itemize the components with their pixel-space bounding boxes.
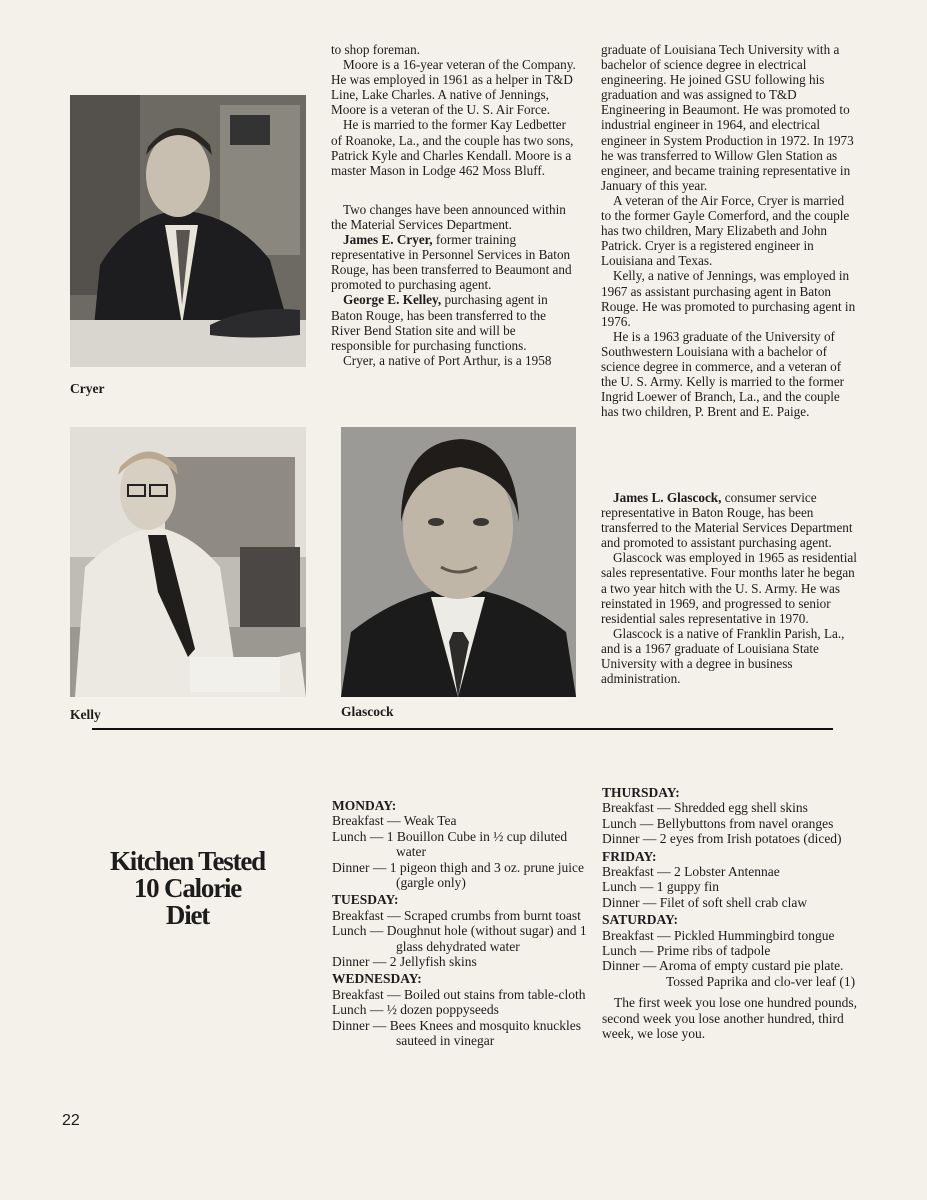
tuesday-heading: TUESDAY:	[332, 892, 399, 908]
col1-para-3: He is married to the former Kay Ledbetter of Roanoke, La., and the couple has two sons, Patrick Kyle and Charles Kendall. Moore is a master Mason in Lodge 462 Moss Bluff.	[331, 117, 574, 178]
monday-breakfast: Breakfast — Weak Tea	[332, 813, 457, 829]
col2-para-2: A veteran of the Air Force, Cryer is married to the former Gayle Comerford, and the couple has two children, Mary Elizabeth and John Patrick. Cryer is a registered engineer in Louisiana and Texas.	[601, 192, 850, 269]
glascock-photo	[341, 427, 576, 697]
diet-title-line-2: 10 Calorie	[133, 873, 242, 903]
diet-menu-column-2	[602, 783, 858, 1055]
kelly-portrait-illustration	[70, 427, 306, 697]
tuesday-lunch: Lunch — Doughnut hole (without sugar) and 1 glass dehydrated water	[332, 923, 587, 954]
wednesday-breakfast: Breakfast — Boiled out stains from table-cloth	[332, 986, 586, 1002]
saturday-lunch: Lunch — Prime ribs of tadpole	[602, 943, 771, 959]
wednesday-lunch: Lunch — ½ dozen poppyseeds	[332, 1002, 499, 1018]
col1-para-5-text: former training representative in Personnel Services in Baton Rouge, has been transferred to Beaumont and promoted to purchasing agent.	[331, 232, 572, 293]
glascock-caption: Glascock	[341, 704, 394, 719]
col2-para-6: Glascock was employed in 1965 as residential sales representative. Four months later he began a two year hitch with the U. S. Army. He was reinstated in 1969, and progressed to senior residential sales representative in 1970.	[601, 550, 857, 626]
tuesday-breakfast: Breakfast — Scraped crumbs from burnt toast	[332, 907, 581, 923]
tuesday-dinner: Dinner — 2 Jellyfish skins	[332, 954, 477, 970]
saturday-breakfast: Breakfast — Pickled Hummingbird tongue	[602, 927, 835, 943]
col2-para-5-text: consumer service representative in Baton Rouge, has been transferred to the Material Services Department and promoted to assistant purchasing agent.	[601, 490, 853, 551]
wednesday-dinner: Dinner — Bees Knees and mosquito knuckles sauteed in vinegar	[332, 1017, 581, 1049]
kelly-caption: Kelly	[70, 707, 101, 722]
col2-para-4: He is a 1963 graduate of the University of Southwestern Louisiana with a bachelor of science degree in commerce, and a veteran of the U. S. Army. Kelly is married to the former Ingrid Loewer of Branch, La., and the couple has two children, P. Brent and E. Paige.	[601, 328, 845, 420]
diet-title	[80, 848, 295, 929]
friday-breakfast: Breakfast — 2 Lobster Antennae	[602, 864, 780, 880]
diet-title-line-3: Diet	[165, 900, 210, 930]
monday-heading: MONDAY:	[332, 798, 397, 813]
saturday-dinner: Dinner — Aroma of empty custard pie plate. Tossed Paprika and clo-ver leaf (1)	[602, 958, 856, 989]
article-column-2	[601, 42, 857, 419]
thursday-dinner: Dinner — 2 eyes from Irish potatoes (diced)	[602, 831, 842, 847]
col1-para-4: Two changes have been announced within the Material Services Department.	[331, 201, 566, 232]
saturday-heading: SATURDAY:	[602, 912, 679, 928]
wednesday-heading: WEDNESDAY:	[332, 971, 422, 987]
article-column-2-lower	[601, 490, 857, 686]
glascock-name: James L. Glascock,	[613, 490, 722, 505]
thursday-heading: THURSDAY:	[602, 785, 680, 800]
diet-closing-note: The first week you lose one hundred pounds, second week you lose another hundred, third week, we lose you.	[602, 995, 857, 1042]
cryer-portrait-illustration	[70, 95, 306, 367]
col1-para-5	[331, 232, 577, 292]
cryer-photo	[70, 95, 306, 367]
col2-para-3: Kelly, a native of Jennings, was employed in 1967 as assistant purchasing agent in Baton Rouge. He was promoted to purchasing agent in 1976.	[601, 268, 856, 329]
cryer-name: James E. Cryer,	[343, 232, 433, 248]
glascock-portrait-illustration	[341, 427, 576, 697]
col1-para-2: Moore is a 16-year veteran of the Company. He was employed in 1961 as a helper in T&D Line, Lake Charles. A native of Jennings, Moore is a veteran of the U. S. Air Force.	[331, 57, 576, 118]
kelly-photo	[70, 427, 306, 697]
article-column-1	[331, 42, 577, 368]
thursday-lunch: Lunch — Bellybuttons from navel oranges	[602, 815, 834, 831]
section-divider	[92, 728, 833, 730]
friday-dinner: Dinner — Filet of soft shell crab claw	[602, 894, 808, 910]
col2-para-1: graduate of Louisiana Tech University with a bachelor of science degree in electrical engineering. He joined GSU following his graduation and was assigned to T&D Engineering in Beaumont. He was promoted to industrial engineer in 1964, and electrical engineer in System Production in 1972. In 1973 he was transferred to Willow Glen Station as engineer, and became training representative in January of this year.	[601, 42, 854, 193]
col1-para-7: Cryer, a native of Port Arthur, is a 1958	[343, 352, 552, 368]
col2-para-5	[601, 490, 857, 550]
thursday-breakfast: Breakfast — Shredded egg shell skins	[602, 800, 808, 816]
monday-lunch: Lunch — 1 Bouillon Cube in ½ cup diluted water	[332, 828, 568, 860]
col2-para-7: Glascock is a native of Franklin Parish, La., and is a 1967 graduate of Louisiana State University with a degree in business administration.	[601, 625, 845, 687]
kelley-name: George E. Kelley,	[343, 292, 442, 308]
friday-lunch: Lunch — 1 guppy fin	[602, 879, 719, 895]
col1-para-1: to shop foreman.	[331, 42, 420, 57]
friday-heading: FRIDAY:	[602, 848, 657, 864]
cryer-caption: Cryer	[70, 381, 105, 396]
page-number: 22	[62, 1112, 80, 1129]
col1-para-6	[331, 292, 577, 352]
diet-title-line-1: Kitchen Tested	[110, 846, 265, 876]
diet-menu-column-1	[332, 796, 588, 1049]
col1-para-6-text: purchasing agent in Baton Rouge, has been transferred to the River Bend Station site and will be responsible for purchasing functions.	[331, 292, 548, 353]
monday-dinner: Dinner — 1 pigeon thigh and 3 oz. prune juice (gargle only)	[332, 859, 584, 891]
